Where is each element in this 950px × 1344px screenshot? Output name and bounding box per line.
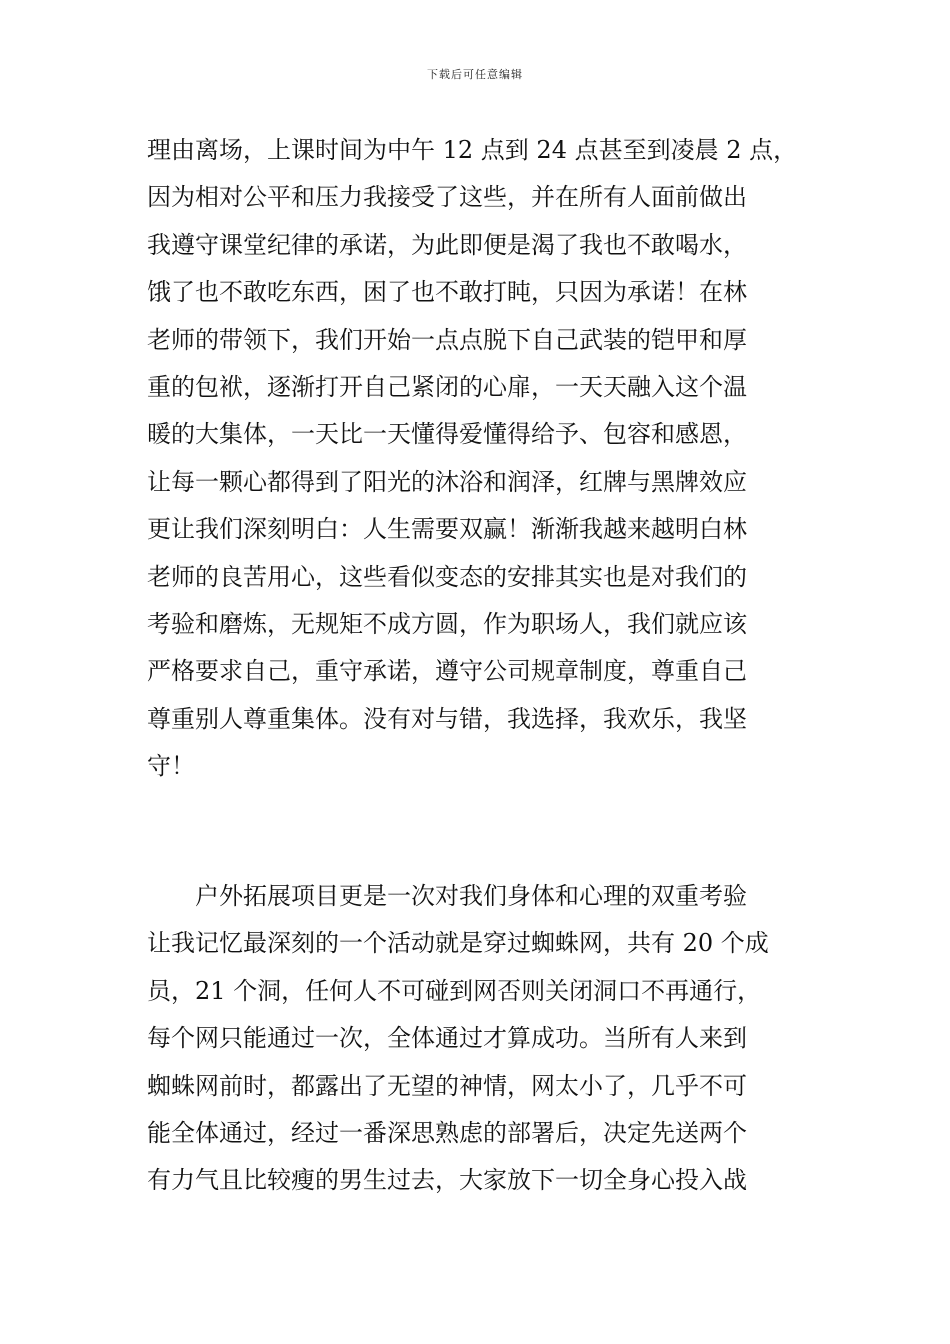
paragraph-2 xyxy=(147,873,807,1205)
page-header-note: 下载后可任意编辑 xyxy=(427,68,523,81)
text-line: 因为相对公平和压力我接受了这些，并在所有人面前做出 xyxy=(147,183,747,212)
text-line-indented: 户外拓展项目更是一次对我们身体和心理的双重考验 xyxy=(195,882,747,910)
text-line: 有力气且比较瘦的男生过去，大家放下一切全身心投入战 xyxy=(147,1166,747,1195)
text-line: 尊重别人尊重集体。没有对与错，我选择，我欢乐，我坚 xyxy=(147,704,747,733)
paragraph-1 xyxy=(147,127,807,790)
text-line: 蜘蛛网前时，都露出了无望的神情，网太小了，几乎不可 xyxy=(147,1071,747,1100)
text-line: 让每一颗心都得到了阳光的沐浴和润泽，红牌与黑牌效应 xyxy=(147,467,747,496)
text-line: 能全体通过，经过一番深思熟虑的部署后，决定先送两个 xyxy=(147,1118,747,1147)
text-line: 守！ xyxy=(147,752,195,781)
text-line: 员，21 个洞，任何人不可碰到网否则关闭洞口不再通行， xyxy=(147,976,762,1005)
text-line: 重的包袱，逐渐打开自己紧闭的心扉，一天天融入这个温 xyxy=(147,372,747,401)
text-line: 老师的带领下，我们开始一点点脱下自己武装的铠甲和厚 xyxy=(147,325,747,354)
text-line: 考验和磨炼，无规矩不成方圆，作为职场人，我们就应该 xyxy=(147,609,747,638)
text-line: 更让我们深刻明白：人生需要双赢！渐渐我越来越明白林 xyxy=(147,515,747,544)
text-line: 理由离场，上课时间为中午 12 点到 24 点甚至到凌晨 2 点， xyxy=(147,136,798,164)
text-line: 老师的良苦用心，这些看似变态的安排其实也是对我们的 xyxy=(147,562,747,591)
text-line: 每个网只能通过一次，全体通过才算成功。当所有人来到 xyxy=(147,1024,747,1053)
text-line: 暖的大集体，一天比一天懂得爱懂得给予、包容和感恩， xyxy=(147,420,747,449)
text-line: 严格要求自己，重守承诺，遵守公司规章制度，尊重自己 xyxy=(147,657,747,686)
text-line: 饿了也不敢吃东西，困了也不敢打盹，只因为承诺！在林 xyxy=(147,278,747,307)
text-line: 我遵守课堂纪律的承诺，为此即便是渴了我也不敢喝水， xyxy=(147,230,747,259)
text-line: 让我记忆最深刻的一个活动就是穿过蜘蛛网，共有 20 个成 xyxy=(147,929,769,958)
